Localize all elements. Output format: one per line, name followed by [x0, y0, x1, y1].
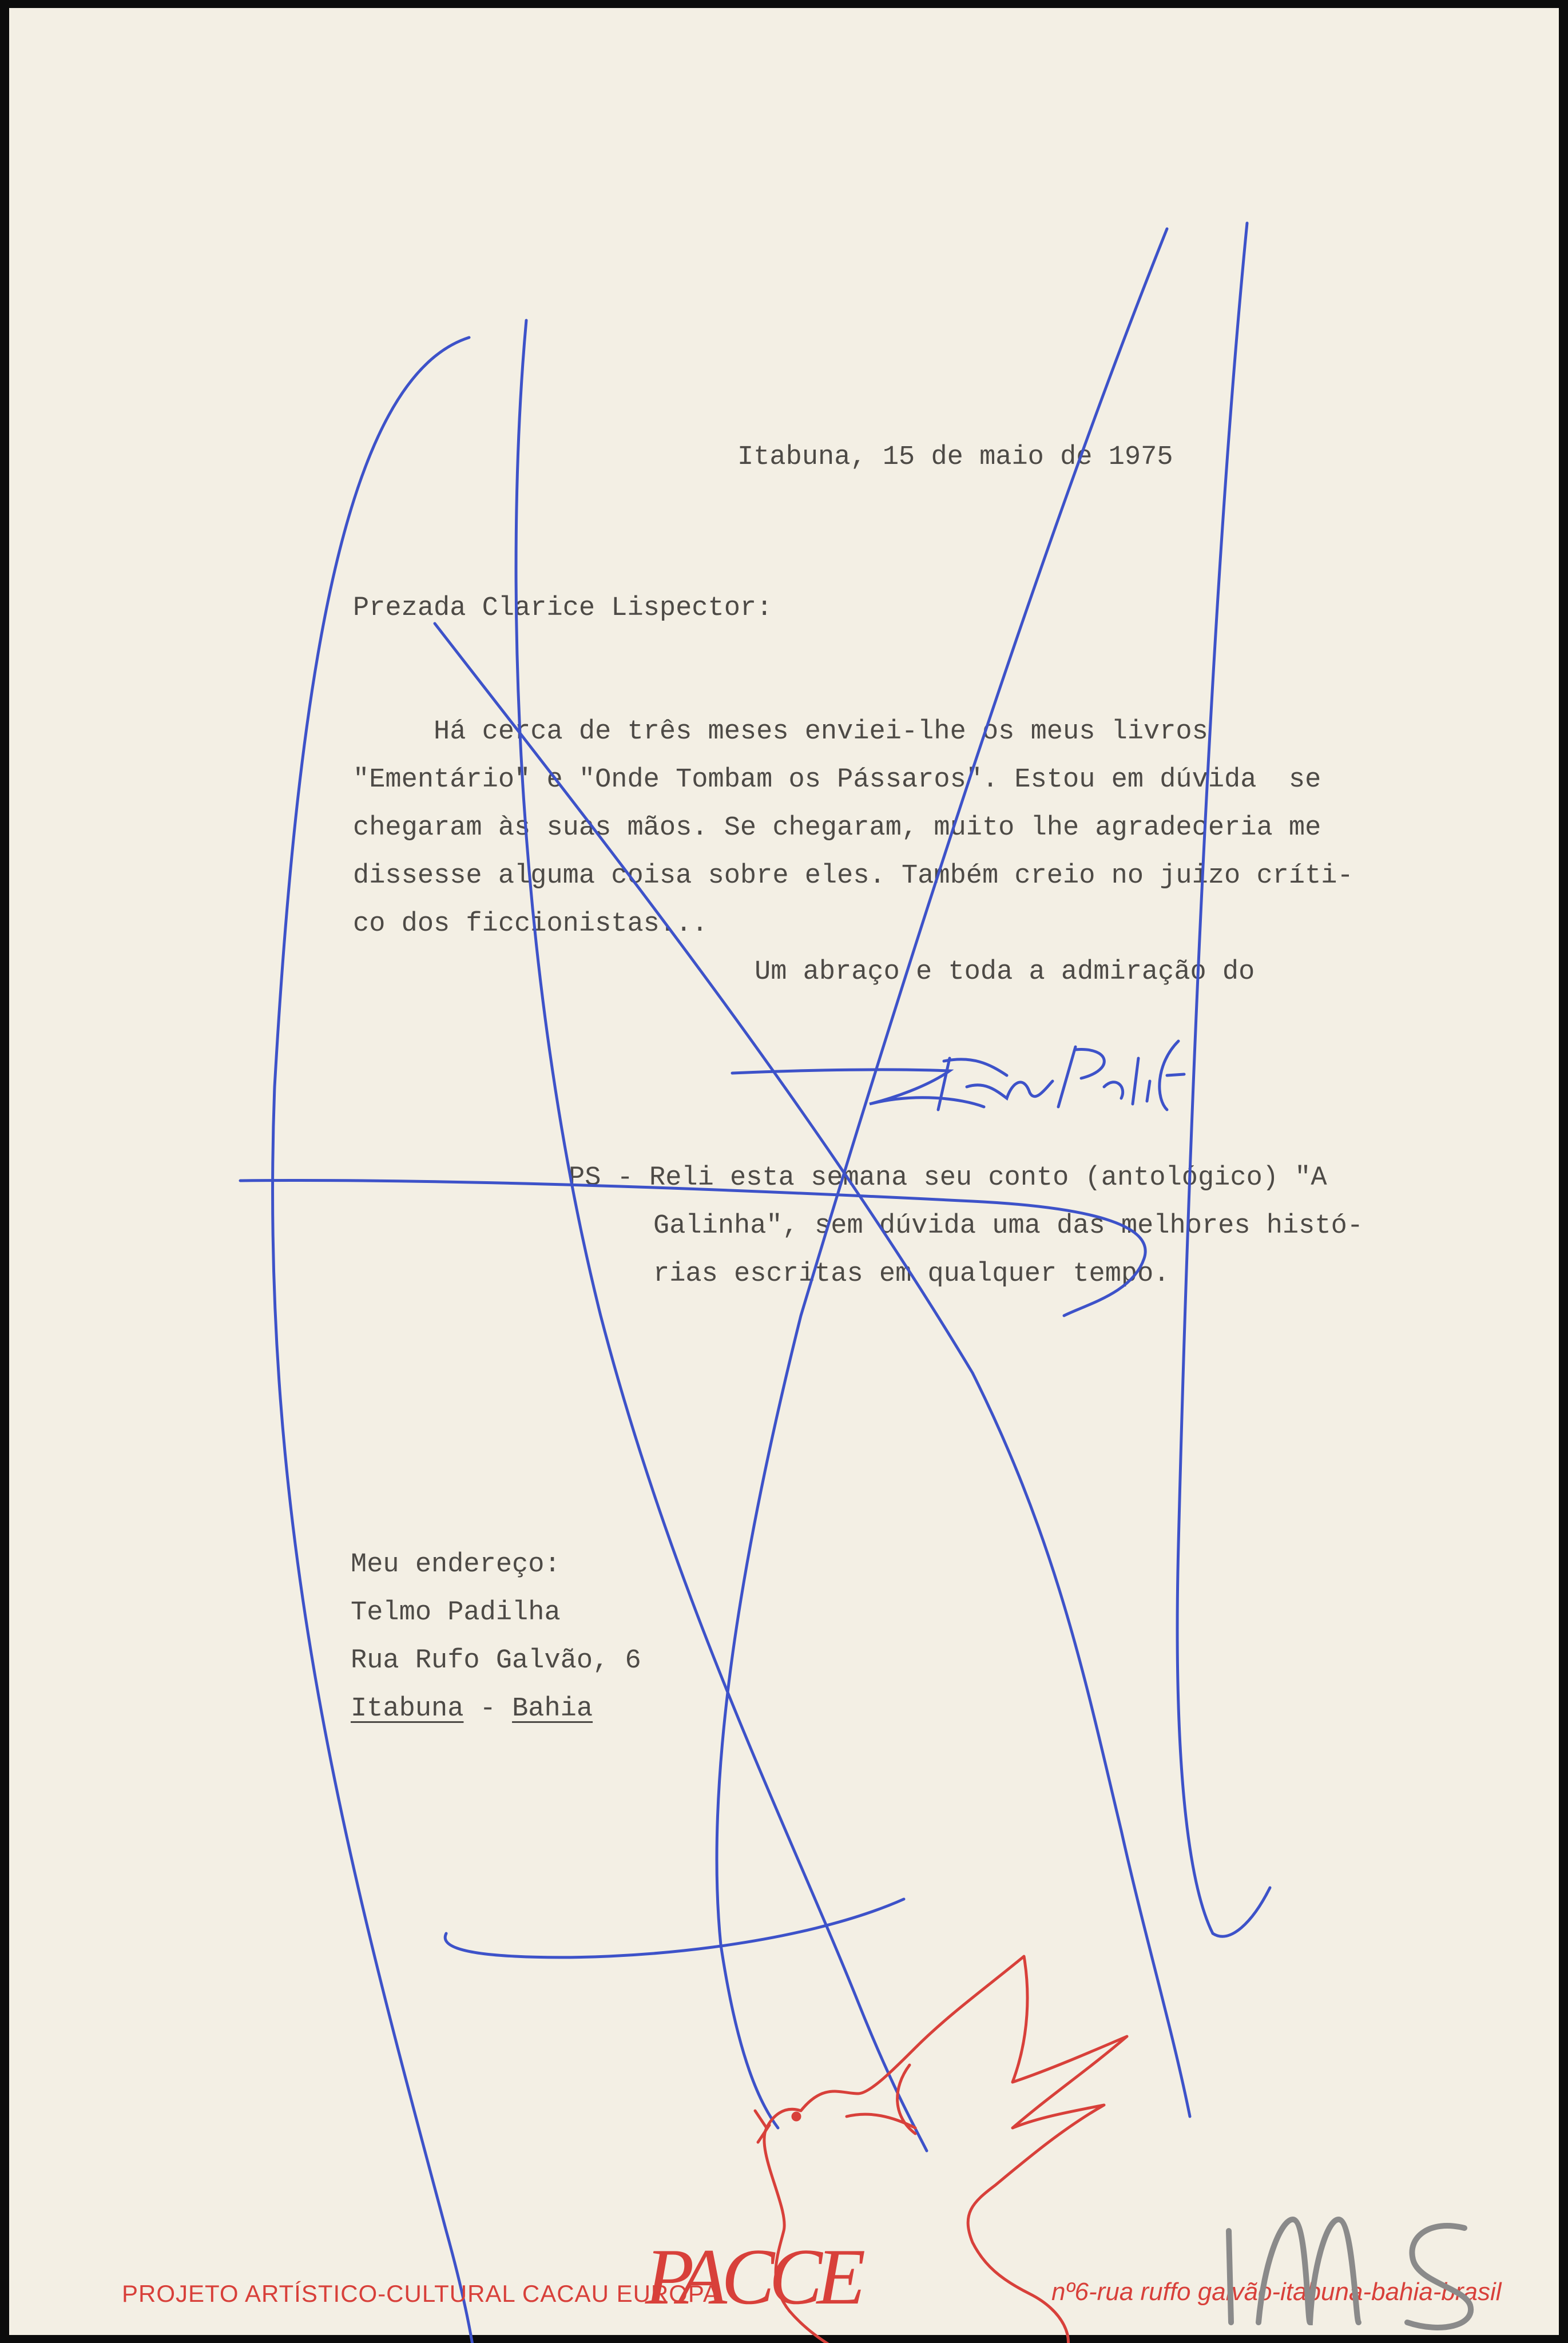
address-name: Telmo Padilha: [351, 1598, 561, 1628]
body-line: co dos ficcionistas...: [353, 909, 708, 939]
date-line: Itabuna, 15 de maio de 1975: [737, 442, 1173, 472]
address-heading: Meu endereço:: [351, 1550, 561, 1580]
body-line: dissesse alguma coisa sobre eles. Também creio no juizo críti-: [353, 861, 1353, 891]
body-line: Há cerca de três meses enviei-lhe os meus livros: [353, 717, 1208, 747]
letterhead-address: nº6-rua ruffo galvão-itabuna-bahia-brasil: [1051, 2278, 1502, 2306]
watermark-letter-i: [1229, 2231, 1231, 2322]
pacce-logo-text: PACCE: [645, 2233, 860, 2321]
body-line: "Ementário" e "Onde Tombam os Pássaros". Estou em dúvida se: [353, 765, 1321, 795]
project-name: PROJETO ARTÍSTICO-CULTURAL CACAU EUROPA: [122, 2280, 720, 2307]
watermark-letter-m: [1259, 2219, 1359, 2322]
ps-line: Galinha", sem dúvida uma das melhores histó-: [653, 1211, 1364, 1241]
ps-line: PS - Reli esta semana seu conto (antológico) "A: [569, 1163, 1327, 1193]
address-street: Rua Rufo Galvão, 6: [351, 1646, 641, 1676]
salutation: Prezada Clarice Lispector:: [353, 593, 773, 624]
watermark-letter-s: [1407, 2226, 1471, 2328]
closing: Um abraço e toda a admiração do: [755, 957, 1255, 987]
ps-line: rias escritas em qualquer tempo.: [653, 1259, 1170, 1289]
address-separator: -: [463, 1694, 513, 1724]
address-state: Bahia: [512, 1694, 593, 1724]
body-line: chegaram às suas mãos. Se chegaram, muito lhe agradeceria me: [353, 813, 1321, 843]
address-city: Itabuna: [351, 1694, 464, 1724]
